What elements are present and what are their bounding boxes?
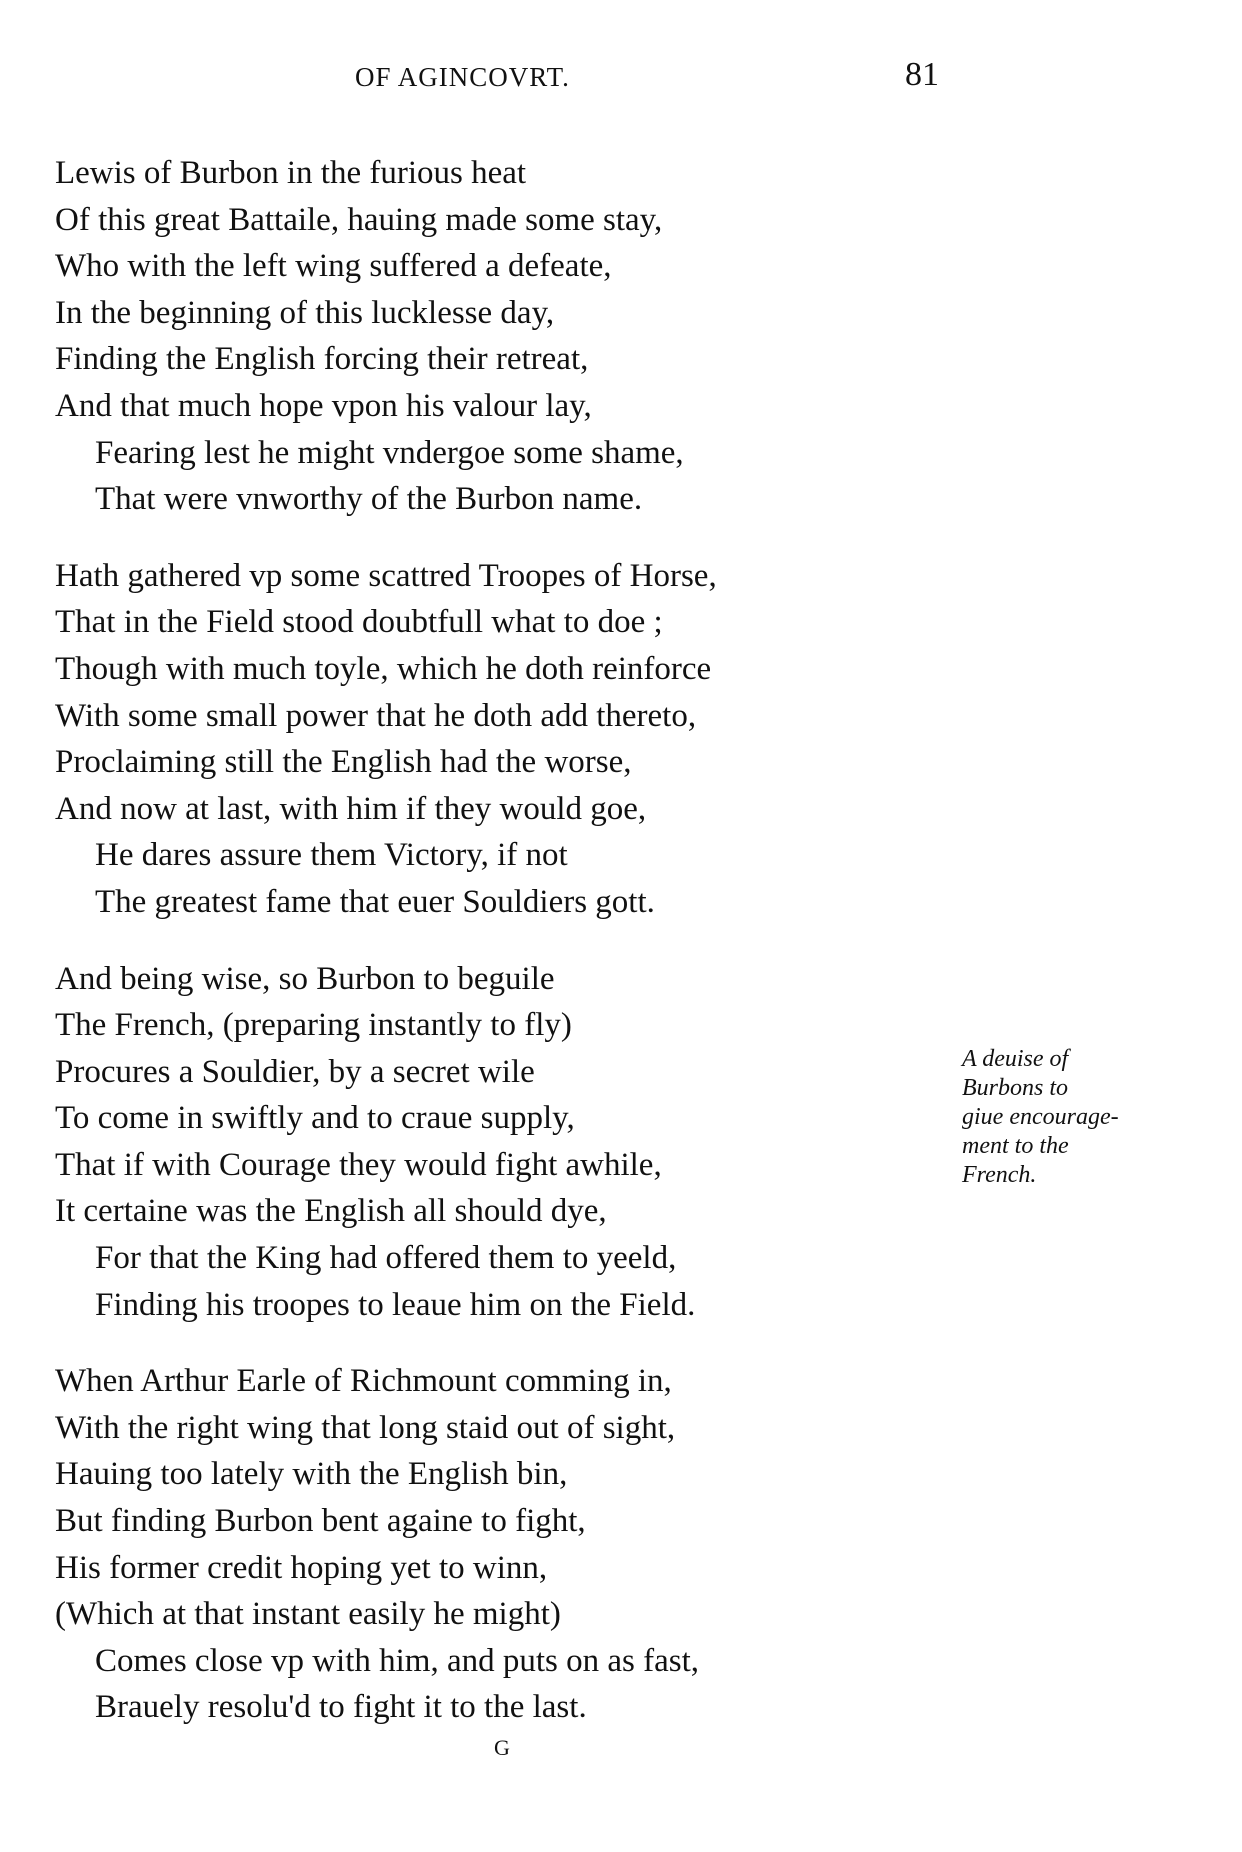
verse-line-couplet: He dares assure them Victory, if not — [95, 837, 568, 874]
marginal-note — [962, 1045, 1192, 1190]
stanza-2 — [55, 553, 955, 926]
marginal-note-line: French. — [962, 1162, 1037, 1188]
verse-line: To come in swiftly and to craue supply, — [55, 1100, 575, 1137]
verse-line: Who with the left wing suffered a defeate, — [55, 248, 612, 285]
signature-mark: G — [494, 1735, 510, 1760]
verse-line: In the beginning of this lucklesse day, — [55, 294, 555, 331]
verse-line: (Which at that instant easily he might) — [55, 1596, 561, 1633]
verse-line: But finding Burbon bent againe to fight, — [55, 1503, 586, 1540]
verse-line: Hauing too lately with the English bin, — [55, 1456, 568, 1493]
stanza-1 — [55, 150, 955, 523]
page-header — [0, 56, 1242, 112]
verse-line-couplet: Finding his troopes to leaue him on the Field. — [95, 1286, 696, 1323]
verse-line: With some small power that he doth add thereto, — [55, 697, 697, 734]
verse-line: His former credit hoping yet to winn, — [55, 1549, 548, 1586]
verse-line-couplet: The greatest fame that euer Souldiers gott. — [95, 883, 655, 920]
verse-line: And now at last, with him if they would goe, — [55, 790, 647, 827]
verse-line: It certaine was the English all should dye, — [55, 1193, 607, 1230]
verse-line: That if with Courage they would fight awhile, — [55, 1146, 662, 1183]
verse-line: Finding the English forcing their retreat, — [55, 341, 589, 378]
verse-line-couplet: Brauely resolu'd to fight it to the last. — [95, 1689, 587, 1726]
verse-line-couplet: That were vnworthy of the Burbon name. — [95, 481, 643, 518]
verse-line-couplet: Comes close vp with him, and puts on as fast, — [95, 1642, 700, 1679]
stanza-4 — [55, 1358, 955, 1731]
verse-line: Of this great Battaile, hauing made some stay, — [55, 201, 663, 238]
verse-line: Though with much toyle, which he doth reinforce — [55, 650, 712, 687]
verse-line: That in the Field stood doubtfull what to doe ; — [55, 604, 663, 641]
marginal-note-line: Burbons to — [962, 1075, 1069, 1101]
marginal-note-line: ment to the — [962, 1133, 1069, 1159]
verse-line-couplet: Fearing lest he might vndergoe some shame, — [95, 434, 684, 471]
marginal-note-line: giue encourage- — [962, 1104, 1119, 1130]
verse-line: And being wise, so Burbon to beguile — [55, 960, 555, 997]
verse-line: When Arthur Earle of Richmount comming in, — [55, 1363, 672, 1400]
poem — [55, 150, 955, 1761]
verse-line: The French, (preparing instantly to fly) — [55, 1007, 572, 1044]
marginal-note-line: A deuise of — [962, 1046, 1069, 1072]
verse-line: And that much hope vpon his valour lay, — [55, 387, 592, 424]
verse-line: Lewis of Burbon in the furious heat — [55, 155, 527, 191]
verse-line: With the right wing that long staid out of sight, — [55, 1409, 676, 1446]
stanza-3 — [55, 956, 955, 1329]
verse-line: Hath gathered vp some scattred Troopes of Horse, — [55, 557, 717, 594]
verse-line: Procures a Souldier, by a secret wile — [55, 1053, 535, 1090]
running-title: OF AGINCOVRT. — [355, 62, 570, 92]
verse-line-couplet: For that the King had offered them to yeeld, — [95, 1240, 677, 1277]
page-number: 81 — [905, 56, 939, 93]
verse-line: Proclaiming still the English had the worse, — [55, 744, 632, 781]
